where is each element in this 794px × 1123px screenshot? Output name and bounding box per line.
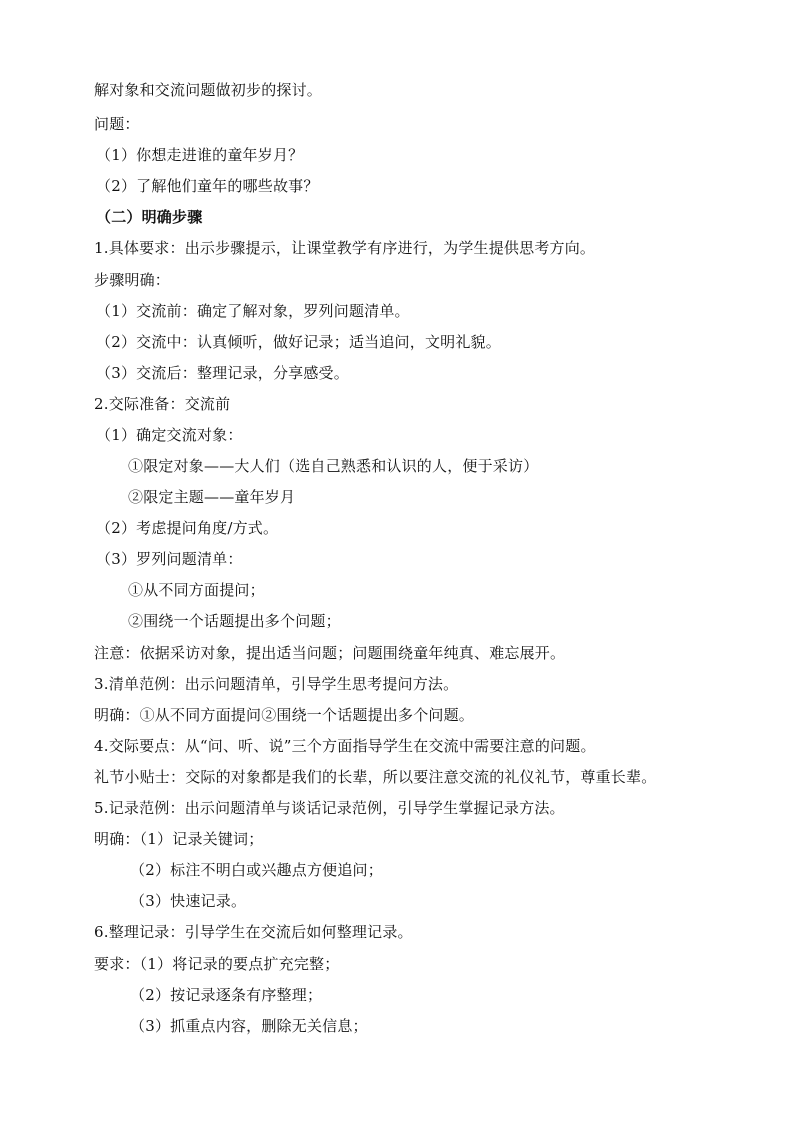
text-line: 6.整理记录：引导学生在交流后如何整理记录。 (94, 923, 413, 941)
sub-list-item: （3）快速记录。 (130, 892, 247, 910)
text-line: 步骤明确： (94, 271, 171, 289)
list-item: （2）考虑提问角度/方式。 (96, 519, 279, 537)
text-line: 问题： (94, 115, 140, 133)
sub-list-item: ②围绕一个话题提出多个问题； (128, 612, 341, 630)
sub-list-item: （2）按记录逐条有序整理； (130, 986, 323, 1004)
text-line: 1.具体要求：出示步骤提示，让课堂教学有序进行，为学生提供思考方向。 (94, 239, 596, 257)
text-line: 解对象和交流问题做初步的探讨。 (94, 81, 323, 99)
sub-list-item: ②限定主题——童年岁月 (128, 488, 296, 506)
text-line: 2.交际准备：交流前 (94, 395, 231, 413)
list-item: （1）确定交流对象： (96, 426, 243, 444)
text-line: 5.记录范例：出示问题清单与谈话记录范例，引导学生掌握记录方法。 (94, 799, 565, 817)
text-line: 明确：①从不同方面提问②围绕一个话题提出多个问题。 (94, 706, 475, 724)
step-item: （1）交流前：确定了解对象，罗列问题清单。 (96, 302, 410, 320)
text-line: 明确：（1）记录关键词； (94, 830, 264, 848)
question-item: （2）了解他们童年的哪些故事？ (96, 177, 319, 195)
section-heading: （二）明确步骤 (96, 208, 203, 226)
sub-list-item: （2）标注不明白或兴趣点方便追问； (130, 861, 383, 879)
question-item: （1）你想走进谁的童年岁月？ (96, 146, 304, 164)
sub-list-item: ①限定对象——大人们（选自己熟悉和认识的人，便于采访） (128, 457, 539, 475)
sub-list-item: ①从不同方面提问； (128, 581, 265, 599)
text-line: 礼节小贴士：交际的对象都是我们的长辈，所以要注意交流的礼仪礼节，尊重长辈。 (94, 768, 657, 786)
step-item: （3）交流后：整理记录，分享感受。 (96, 364, 349, 382)
text-line: 4.交际要点：从“问、听、说”三个方面指导学生在交流中需要注意的问题。 (94, 737, 596, 755)
step-item: （2）交流中：认真倾听，做好记录；适当追问，文明礼貌。 (96, 333, 501, 351)
text-line: 3.清单范例：出示问题清单，引导学生思考提问方法。 (94, 675, 459, 693)
list-item: （3）罗列问题清单： (96, 550, 243, 568)
text-line: 要求：（1）将记录的要点扩充完整； (94, 955, 340, 973)
sub-list-item: （3）抓重点内容，删除无关信息； (130, 1017, 368, 1035)
text-line: 注意：依据采访对象，提出适当问题；问题围绕童年纯真、难忘展开。 (94, 644, 566, 662)
